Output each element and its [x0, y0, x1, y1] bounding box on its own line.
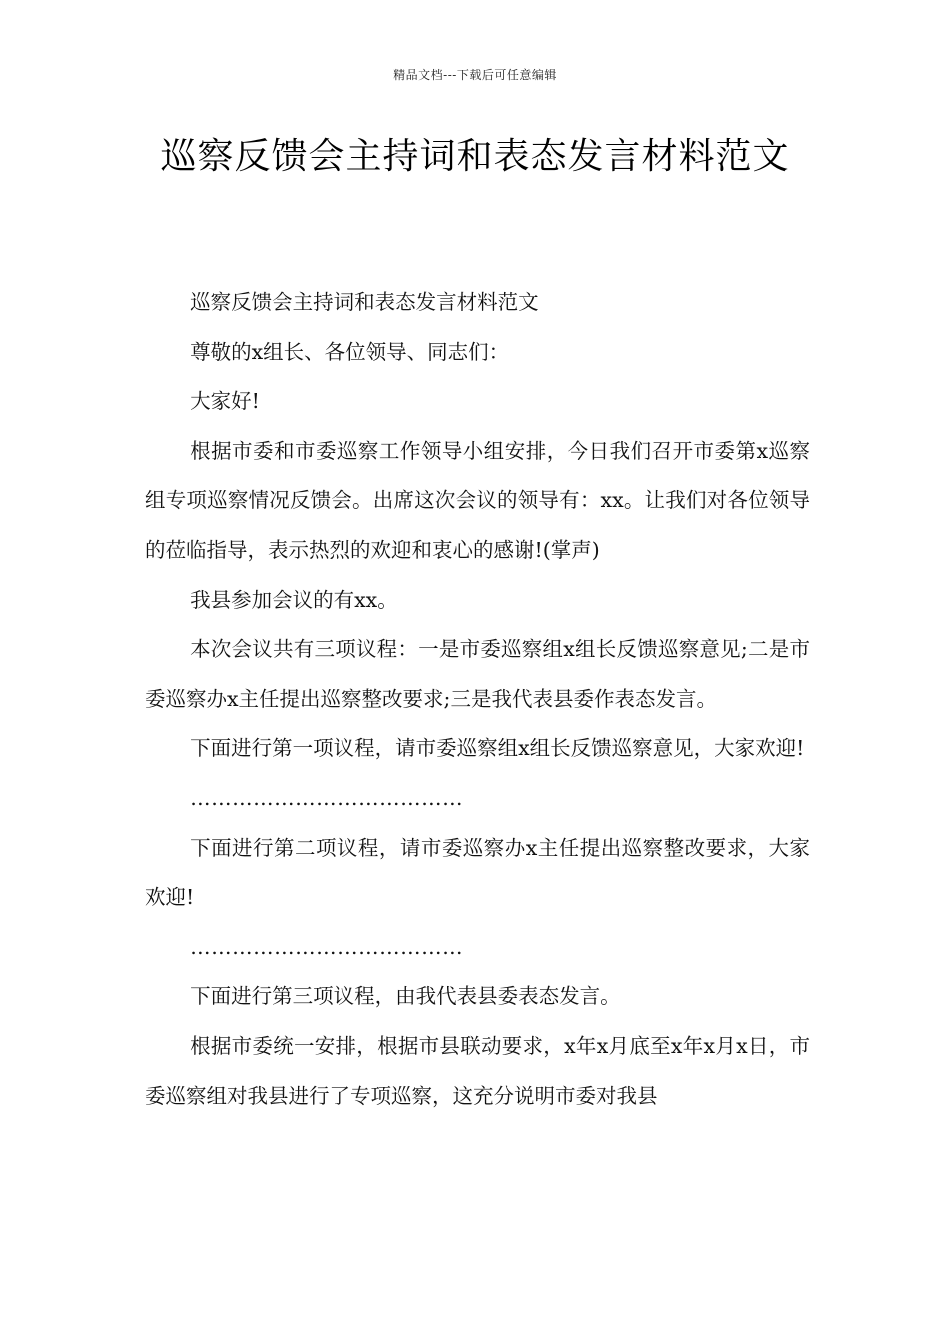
paragraph-attendees: 我县参加会议的有xx。 [190, 587, 398, 612]
paragraph-agenda-item-1: 下面进行第一项议程，请市委巡察组x组长反馈巡察意见，大家欢迎! [190, 736, 805, 761]
paragraph-opening: 根据市委和市委巡察工作领导小组安排，今日我们召开市委第x巡察组专项巡察情况反馈会。出席这次会议的领导有：xx。让我们对各位领导的莅临指导，表示热烈的欢迎和衷心的感谢!(掌声) [145, 438, 810, 562]
paragraph-agenda-item-2: 下面进行第二项议程，请市委巡察办x主任提出巡察整改要求，大家欢迎! [145, 835, 810, 910]
paragraph-agenda-item-3: 下面进行第三项议程，由我代表县委表态发言。 [190, 984, 621, 1009]
paragraph-greeting: 大家好! [190, 389, 260, 414]
paragraph-ellipsis-1: ………………………………… [190, 785, 464, 810]
document-title: 巡察反馈会主持词和表态发言材料范文 [160, 136, 790, 177]
paragraph-statement: 根据市委统一安排，根据市县联动要求，x年x月底至x年x月x日，市委巡察组对我县进行了专项巡察，这充分说明市委对我县 [145, 1033, 810, 1108]
header-note: 精品文档---下载后可任意编辑 [393, 68, 557, 82]
paragraph-agenda: 本次会议共有三项议程：一是市委巡察组x组长反馈巡察意见;二是市委巡察办x主任提出巡察整改要求;三是我代表县委作表态发言。 [145, 637, 810, 711]
paragraph-subtitle: 巡察反馈会主持词和表态发言材料范文 [190, 290, 539, 314]
document-body [145, 278, 810, 1121]
paragraph-ellipsis-2: ………………………………… [190, 934, 464, 959]
paragraph-salutation: 尊敬的x组长、各位领导、同志们： [190, 339, 510, 364]
